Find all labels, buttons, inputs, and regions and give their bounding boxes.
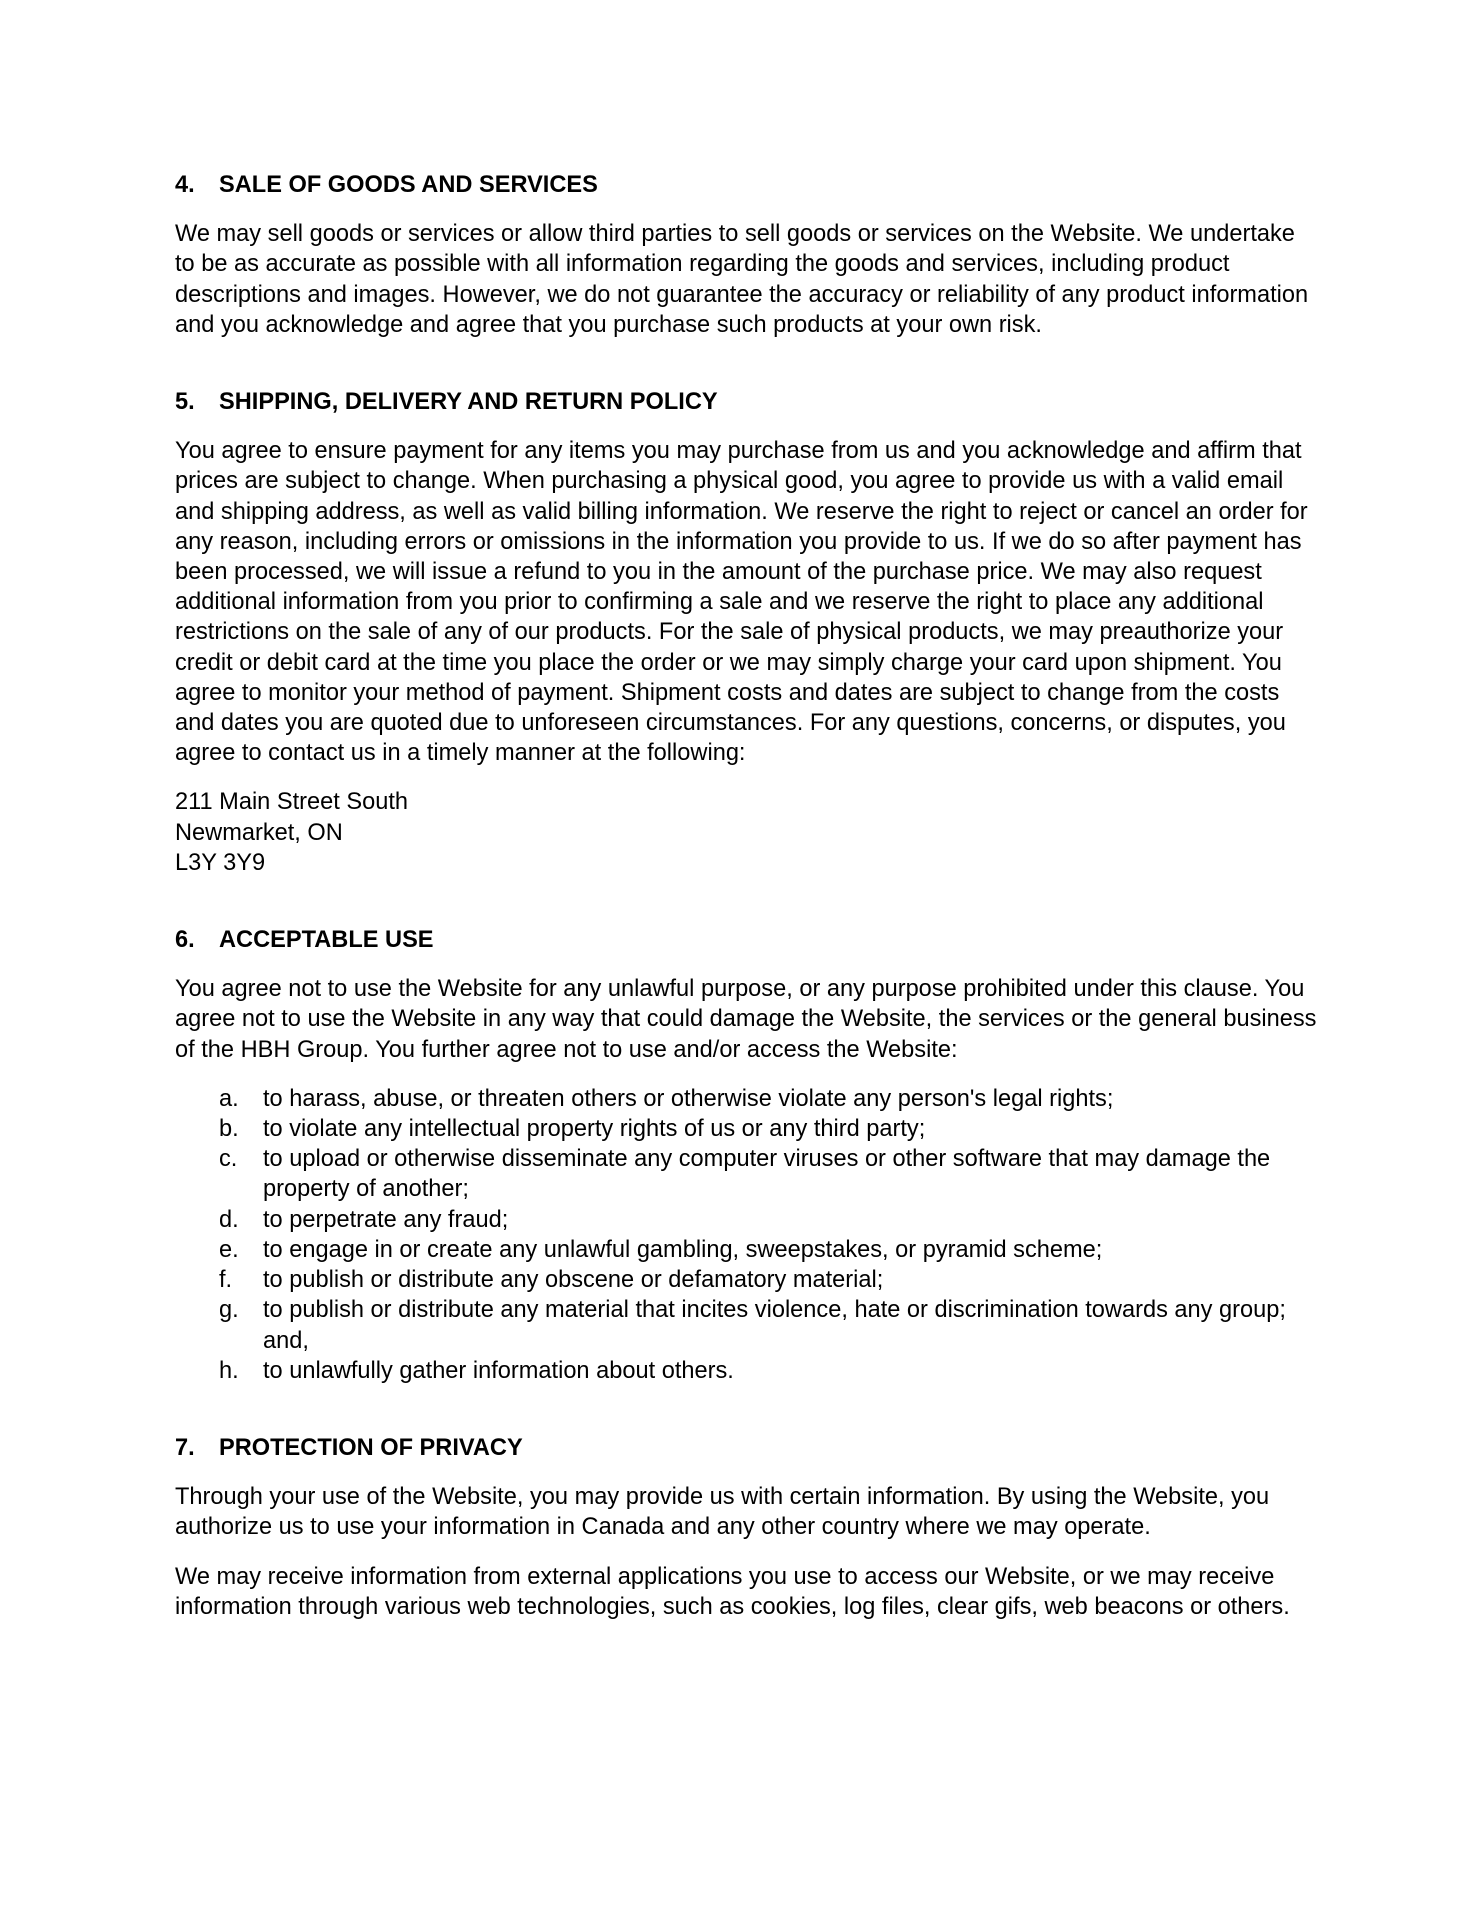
section-title: SHIPPING, DELIVERY AND RETURN POLICY [219, 389, 718, 416]
paragraph: Through your use of the Website, you may provide us with certain information. By using the Website, you authorize us to use your information in Canada and any other country where we may operate. [175, 1484, 1270, 1541]
mailing-address [175, 787, 1320, 878]
list-marker: d. [219, 1206, 239, 1233]
section-number: 7. [175, 1434, 195, 1461]
list-item [175, 1114, 1320, 1144]
list-item-text: to perpetrate any fraud; [263, 1206, 509, 1233]
paragraph: You agree to ensure payment for any items you may purchase from us and you acknowledge and affirm that prices are subject to change. When purchasing a physical good, you agree to provide us with a valid email and shipping address, as well as valid billing information. We reserve the right to reject or cancel an order for any reason, including errors or omissions in the information you provide to us. If we do so after payment has been processed, we will issue a refund to you in the amount of the purchase price. We may also request additional information from you prior to confirming a sale and we reserve the right to place any additional restrictions on the sale of any of our products. For the sale of physical products, we may preauthorize your credit or debit card at the time you place the order or we may simply charge your card upon shipment. You agree to monitor your method of payment. Shipment costs and dates are subject to change from the costs and dates you are quoted due to unforeseen circumstances. For any questions, concerns, or disputes, you agree to contact us in a timely manner at the following: [175, 438, 1308, 767]
section-sale-of-goods [175, 170, 1320, 340]
section-shipping-delivery-return [175, 387, 1320, 878]
section-heading [175, 387, 1320, 417]
address-line: L3Y 3Y9 [175, 849, 266, 876]
list-item [175, 1205, 1320, 1235]
list-item-text: to harass, abuse, or threaten others or otherwise violate any person's legal rights; [263, 1085, 1114, 1112]
list-item-text: to publish or distribute any material that incites violence, hate or discrimination towards any group; and, [263, 1297, 1286, 1354]
section-heading [175, 1433, 1320, 1463]
section-number: 6. [175, 927, 195, 954]
section-heading [175, 170, 1320, 200]
section-number: 5. [175, 389, 195, 416]
list-item [175, 1356, 1320, 1386]
list-item [175, 1084, 1320, 1114]
paragraph: We may receive information from external applications you use to access our Website, or we may receive information through various web technologies, such as cookies, log files, clear gifs, web beacons or others. [175, 1563, 1290, 1620]
section-protection-of-privacy [175, 1433, 1320, 1622]
address-line: Newmarket, ON [175, 819, 343, 846]
list-item [175, 1265, 1320, 1295]
list-marker: h. [219, 1357, 239, 1384]
list-marker: a. [219, 1085, 239, 1112]
paragraph: You agree not to use the Website for any unlawful purpose, or any purpose prohibited under this clause. You agree not to use the Website in any way that could damage the Website, the services or the general business of the HBH Group. You further agree not to use and/or access the Website: [175, 976, 1317, 1063]
section-title: ACCEPTABLE USE [219, 927, 434, 954]
section-heading [175, 925, 1320, 955]
section-number: 4. [175, 172, 195, 198]
list-item [175, 1144, 1320, 1204]
list-marker: f. [219, 1267, 233, 1294]
list-item-text: to violate any intellectual property rights of us or any third party; [263, 1116, 926, 1143]
document-page [175, 170, 1320, 1641]
section-title: PROTECTION OF PRIVACY [219, 1434, 523, 1461]
list-item-text: to engage in or create any unlawful gambling, sweepstakes, or pyramid scheme; [263, 1236, 1103, 1263]
prohibited-uses-list [175, 1084, 1320, 1386]
list-item [175, 1295, 1320, 1355]
list-item [175, 1235, 1320, 1265]
list-marker: e. [219, 1236, 239, 1263]
list-marker: g. [219, 1297, 239, 1324]
section-acceptable-use [175, 925, 1320, 1386]
list-marker: c. [219, 1146, 238, 1173]
section-title: SALE OF GOODS AND SERVICES [219, 172, 598, 198]
list-item-text: to unlawfully gather information about others. [263, 1357, 734, 1384]
paragraph: We may sell goods or services or allow third parties to sell goods or services on the Website. We undertake to be as accurate as possible with all information regarding the goods and services, including product descriptions and images. However, we do not guarantee the accuracy or reliability of any product information and you acknowledge and agree that you purchase such products at your own risk. [175, 221, 1309, 338]
list-item-text: to publish or distribute any obscene or defamatory material; [263, 1267, 884, 1294]
list-item-text: to upload or otherwise disseminate any computer viruses or other software that may damage the property of another; [263, 1146, 1271, 1203]
list-marker: b. [219, 1116, 239, 1143]
address-line: 211 Main Street South [175, 789, 409, 816]
